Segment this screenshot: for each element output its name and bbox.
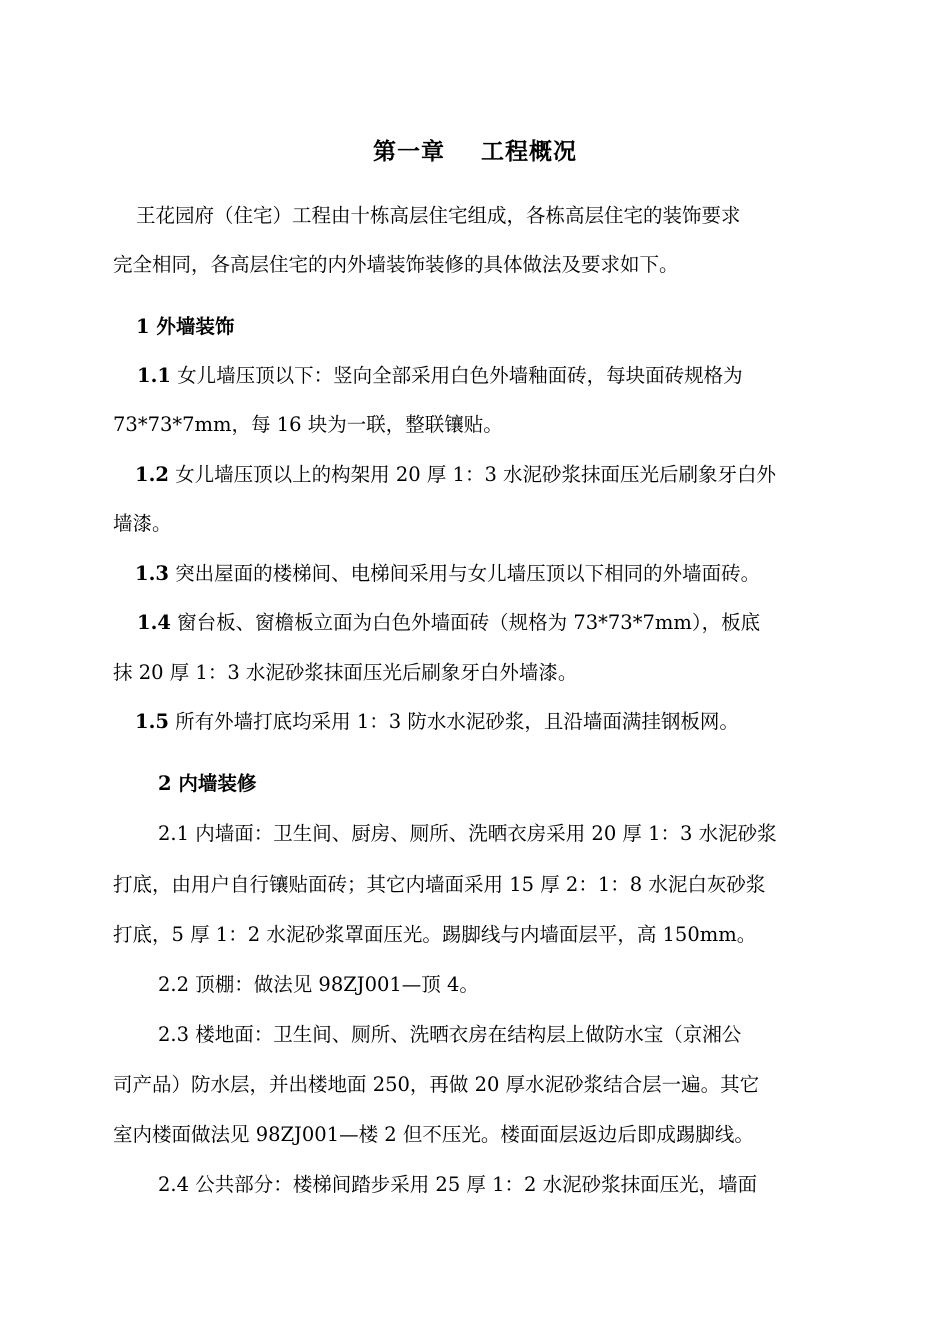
item-1-4-line-1 xyxy=(137,609,760,637)
item-1-2-line-1 xyxy=(135,461,776,489)
item-1-5-line-1 xyxy=(135,708,739,736)
para-2-3-line-3: 室内楼面做法见 98ZJ001—楼 2 但不压光。楼面面层返边后即成踢脚线。 xyxy=(113,1123,754,1146)
item-1-2-text: 女儿墙压顶以上的构架用 20 厚 1：3 水泥砂浆抹面压光后刷象牙白外 xyxy=(175,463,777,486)
item-1-3-text: 突出屋面的楼梯间、电梯间采用与女儿墙压顶以下相同的外墙面砖。 xyxy=(175,562,761,585)
para-2-3-line-1: 2.3 楼地面：卫生间、厕所、洗晒衣房在结构层上做防水宝（京湘公 xyxy=(158,1023,742,1046)
para-2-3-line-2: 司产品）防水层，并出楼地面 250，再做 20 厚水泥砂浆结合层一遍。其它 xyxy=(113,1073,760,1096)
para-2-2-line-1: 2.2 顶棚：做法见 98ZJ001—顶 4。 xyxy=(158,973,479,996)
para-2-1-line-3: 打底，5 厚 1：2 水泥砂浆罩面压光。踢脚线与内墙面层平，高 150mm。 xyxy=(113,923,757,946)
item-1-1-line-1 xyxy=(137,362,743,390)
para-2-1-line-2: 打底，由用户自行镶贴面砖；其它内墙面采用 15 厚 2：1：8 水泥白灰砂浆 xyxy=(113,873,766,896)
para-2-4-line-1: 2.4 公共部分：楼梯间踏步采用 25 厚 1：2 水泥砂浆抹面压光，墙面 xyxy=(158,1173,758,1196)
para-2-1-line-1: 2.1 内墙面：卫生间、厨房、厕所、洗晒衣房采用 20 厚 1：3 水泥砂浆 xyxy=(158,822,777,845)
section-2-heading: 2 内墙装修 xyxy=(158,772,257,795)
item-1-5-text: 所有外墙打底均采用 1：3 防水水泥砂浆，且沿墙面满挂钢板网。 xyxy=(175,710,739,733)
item-1-1-number: 1.1 xyxy=(137,364,171,387)
item-1-4-line-2: 抹 20 厚 1：3 水泥砂浆抹面压光后刷象牙白外墙漆。 xyxy=(113,661,578,684)
chapter-title: 第一章 工程概况 xyxy=(372,138,578,165)
item-1-1-text: 女儿墙压顶以下：竖向全部采用白色外墙釉面砖，每块面砖规格为 xyxy=(177,364,743,387)
item-1-4-number: 1.4 xyxy=(137,611,171,634)
item-1-1-line-2: 73*73*7mm，每 16 块为一联，整联镶贴。 xyxy=(113,413,503,436)
item-1-2-line-2: 墙漆。 xyxy=(113,512,172,535)
section-1-heading: 1 外墙装饰 xyxy=(136,315,235,338)
item-1-3-number: 1.3 xyxy=(135,562,169,585)
item-1-3-line-1 xyxy=(135,560,760,588)
item-1-4-text: 窗台板、窗檐板立面为白色外墙面砖（规格为 73*73*7mm），板底 xyxy=(177,611,761,634)
intro-line-1: 王花园府（住宅）工程由十栋高层住宅组成，各栋高层住宅的装饰要求 xyxy=(136,204,741,227)
intro-line-2: 完全相同，各高层住宅的内外墙装饰装修的具体做法及要求如下。 xyxy=(113,253,679,276)
item-1-2-number: 1.2 xyxy=(135,463,169,486)
item-1-5-number: 1.5 xyxy=(135,710,169,733)
